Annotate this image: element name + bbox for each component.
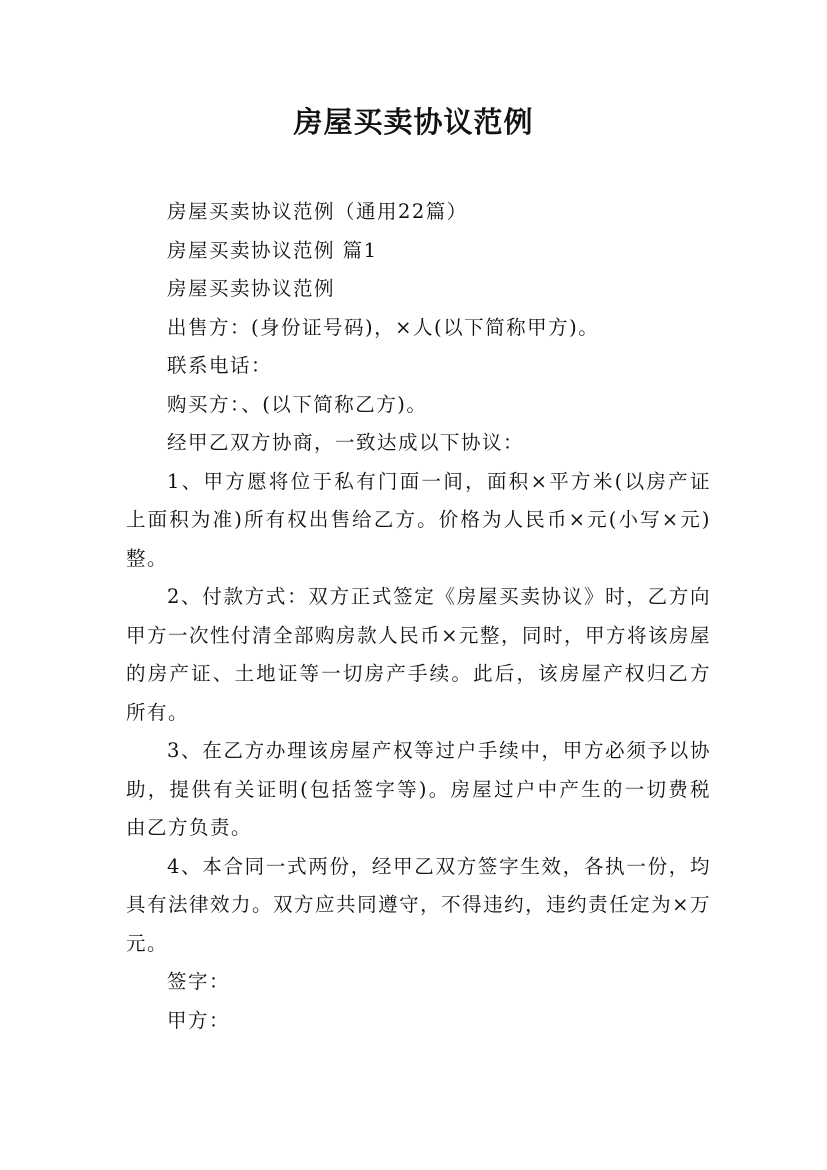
paragraph-agreement-intro: 经甲乙双方协商，一致达成以下协议：	[166, 431, 524, 454]
clause-1: 1、甲方愿将位于私有门面一间，面积×平方米(以房产证上面积为准)所有权出售给乙方。价格为人民币×元(小写×元)整。	[126, 469, 711, 570]
clause-4: 4、本合同一式两份，经甲乙双方签字生效，各执一份，均具有法律效力。双方应共同遵守，不得违约，违约责任定为×万元。	[126, 854, 711, 955]
signature-label: 签字：	[166, 970, 230, 993]
document-title: 房屋买卖协议范例	[293, 105, 534, 139]
paragraph-section-title: 房屋买卖协议范例 篇1	[166, 238, 378, 262]
party-a-label: 甲方：	[166, 1008, 230, 1032]
paragraph-heading-general: 房屋买卖协议范例（通用22篇）	[166, 200, 468, 223]
clause-3: 3、在乙方办理该房屋产权等过户手续中，甲方必须予以协助，提供有关证明(包括签字等)。房屋过户中产生的一切费税由乙方负责。	[126, 739, 711, 839]
document-body	[126, 193, 711, 1040]
paragraph-phone: 联系电话：	[166, 354, 272, 377]
paragraph-buyer: 购买方：、(以下简称乙方)。	[166, 392, 428, 416]
clause-2: 2、付款方式：双方正式签定《房屋买卖协议》时，乙方向甲方一次性付清全部购房款人民币×元整，同时，甲方将该房屋的房产证、土地证等一切房产手续。此后，该房屋产权归乙方所有。	[126, 585, 711, 724]
paragraph-subtitle: 房屋买卖协议范例	[166, 277, 335, 300]
paragraph-seller: 出售方：(身份证号码)，×人(以下简称甲方)。	[166, 315, 600, 339]
